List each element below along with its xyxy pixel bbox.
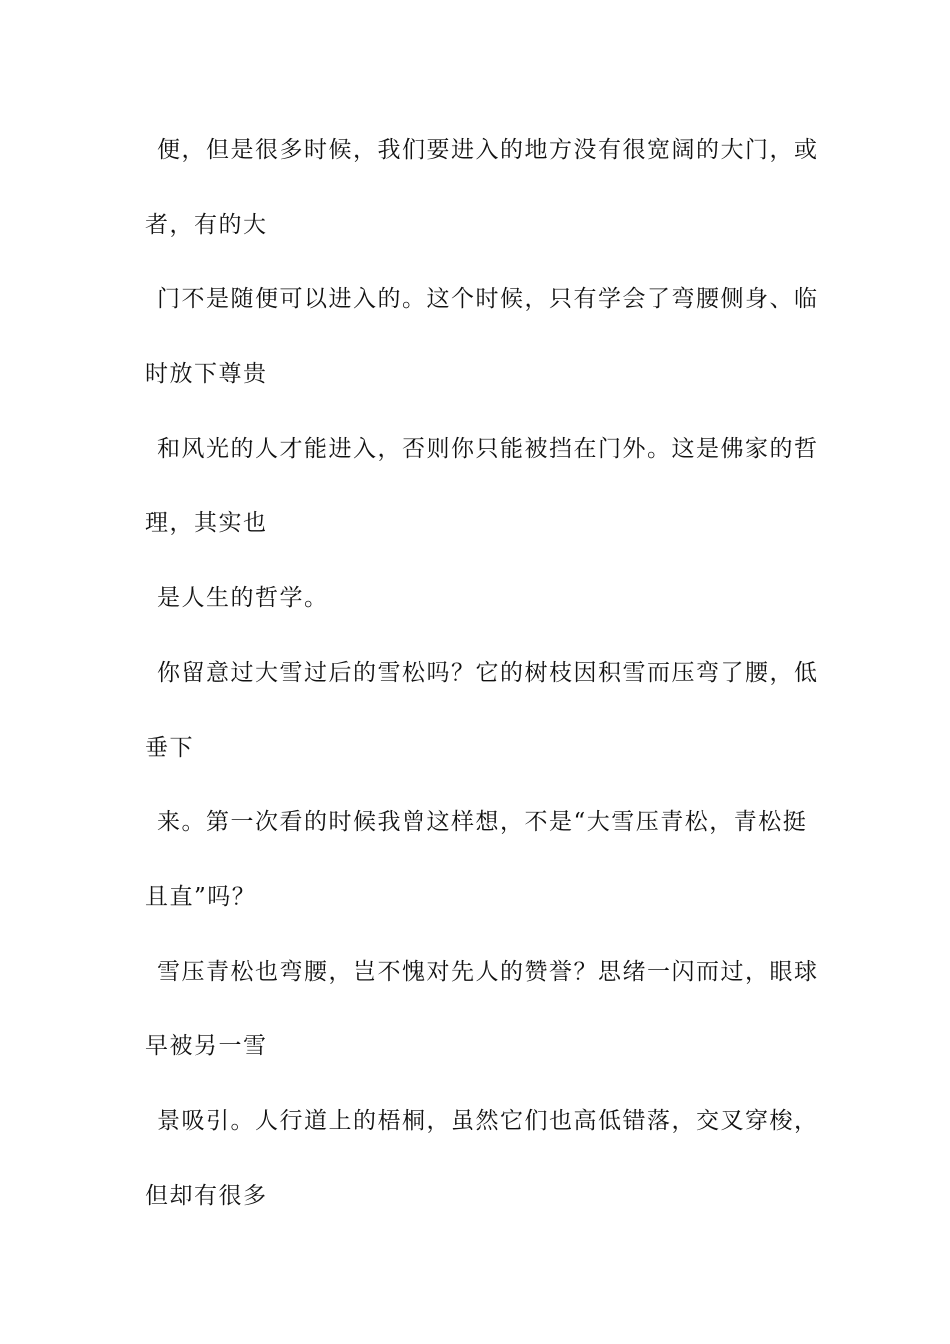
text-line: 来。第一次看的时候我曾这样想，不是“大雪压青松，青松挺: [157, 809, 808, 836]
text-line: 门不是随便可以进入的。这个时候，只有学会了弯腰侧身、临: [157, 286, 819, 313]
text-line: 者，有的大: [145, 211, 268, 238]
text-line: 是人生的哲学。: [157, 585, 329, 612]
text-line: 理，其实也: [145, 510, 268, 537]
text-line: 早被另一雪: [145, 1033, 268, 1060]
text-line: 和风光的人才能进入，否则你只能被挡在门外。这是佛家的哲: [157, 435, 819, 462]
text-line: 你留意过大雪过后的雪松吗？它的树枝因积雪而压弯了腰，低: [157, 659, 819, 686]
text-line: 时放下尊贵: [145, 361, 268, 388]
text-line: 垂下: [145, 734, 194, 761]
text-line: 景吸引。人行道上的梧桐，虽然它们也高低错落，交叉穿梭，: [157, 1107, 819, 1134]
text-line: 且直”吗？: [145, 883, 257, 910]
text-line: 但却有很多: [145, 1182, 268, 1209]
text-line: 便，但是很多时候，我们要进入的地方没有很宽阔的大门，或: [157, 137, 819, 163]
text-line: 雪压青松也弯腰，岂不愧对先人的赞誉？思绪一闪而过，眼球: [157, 958, 819, 985]
body-text: [145, 132, 825, 1252]
